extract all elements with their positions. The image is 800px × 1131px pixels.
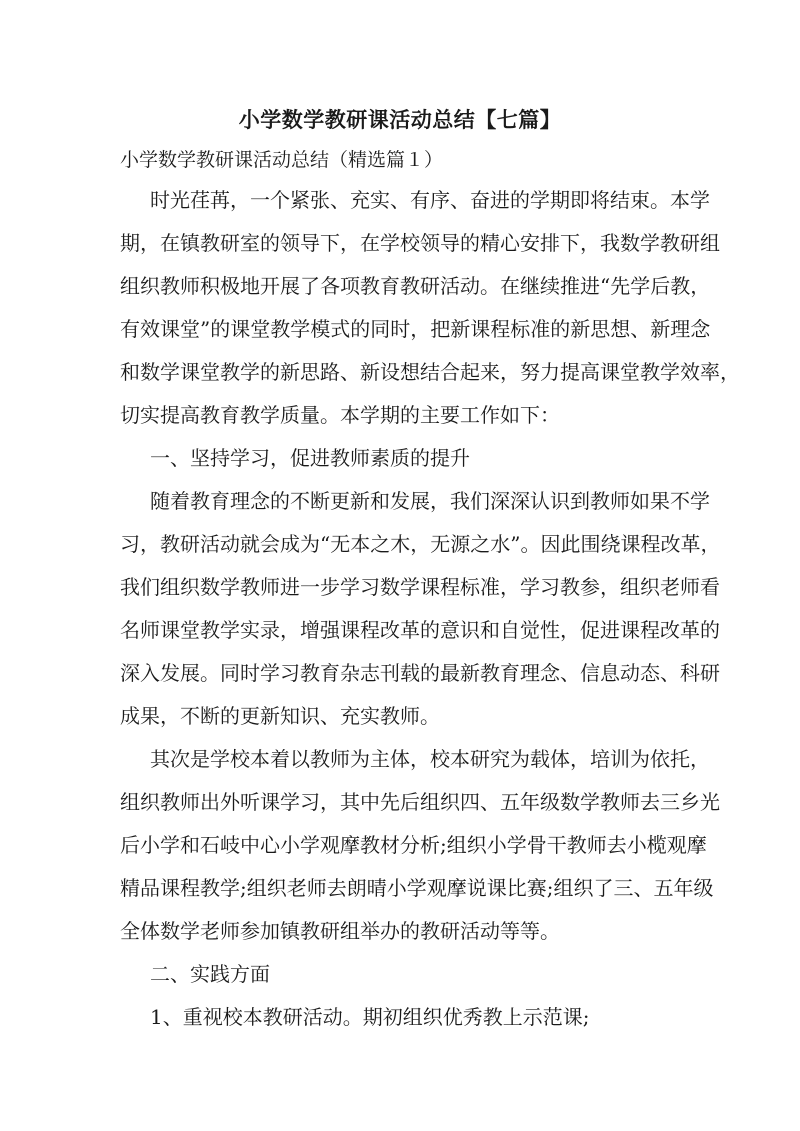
paragraph-line: 后小学和石岐中心小学观摩教材分析;组织小学骨干教师去小榄观摩 xyxy=(120,833,707,857)
paragraph-line: 习，教研活动就会成为“无本之木，无源之水”。因此围绕课程改革， xyxy=(120,532,721,556)
paragraph-line: 有效课堂”的课堂教学模式的同时，把新课程标准的新思想、新理念 xyxy=(120,317,711,341)
document-subtitle: 小学数学教研课活动总结（精选篇１） xyxy=(120,149,444,171)
paragraph-line: 其次是学校本着以教师为主体，校本研究为载体，培训为依托， xyxy=(150,747,710,771)
paragraph-line: 名师课堂教学实录，增强课程改革的意识和自觉性，促进课程改革的 xyxy=(120,618,720,642)
document-title: 小学数学教研课活动总结【七篇】 xyxy=(238,107,562,132)
paragraph-line: 精品课程教学;组织老师去朗晴小学观摩说课比赛;组织了三、五年级 xyxy=(120,876,714,900)
paragraph-line: 时光荏苒，一个紧张、充实、有序、奋进的学期即将结束。本学 xyxy=(150,188,710,212)
paragraph-line: 切实提高教育教学质量。本学期的主要工作如下： xyxy=(120,403,560,427)
paragraph-line: 组织教师积极地开展了各项教育教研活动。在继续推进“先学后教， xyxy=(120,274,711,298)
section-heading: 一、坚持学习，促进教师素质的提升 xyxy=(150,446,470,470)
paragraph-line: 深入发展。同时学习教育杂志刊载的最新教育理念、信息动态、科研 xyxy=(120,661,720,685)
paragraph-line: 期，在镇教研室的领导下，在学校领导的精心安排下，我数学教研组 xyxy=(120,231,720,255)
section-heading: 二、实践方面 xyxy=(150,962,270,986)
paragraph-line: 成果，不断的更新知识、充实教师。 xyxy=(120,704,440,728)
paragraph-line: 组织教师出外听课学习，其中先后组织四、五年级数学教师去三乡光 xyxy=(120,790,720,814)
paragraph-line: 和数学课堂教学的新思路、新设想结合起来，努力提高课堂教学效率， xyxy=(120,360,740,384)
paragraph-line: 全体数学老师参加镇教研组举办的教研活动等等。 xyxy=(120,919,560,943)
paragraph-line: 我们组织数学教师进一步学习数学课程标准，学习教参，组织老师看 xyxy=(120,575,720,599)
paragraph-line: 1、重视校本教研活动。期初组织优秀教上示范课; xyxy=(150,1005,590,1029)
paragraph-line: 随着教育理念的不断更新和发展，我们深深认识到教师如果不学 xyxy=(150,489,710,513)
